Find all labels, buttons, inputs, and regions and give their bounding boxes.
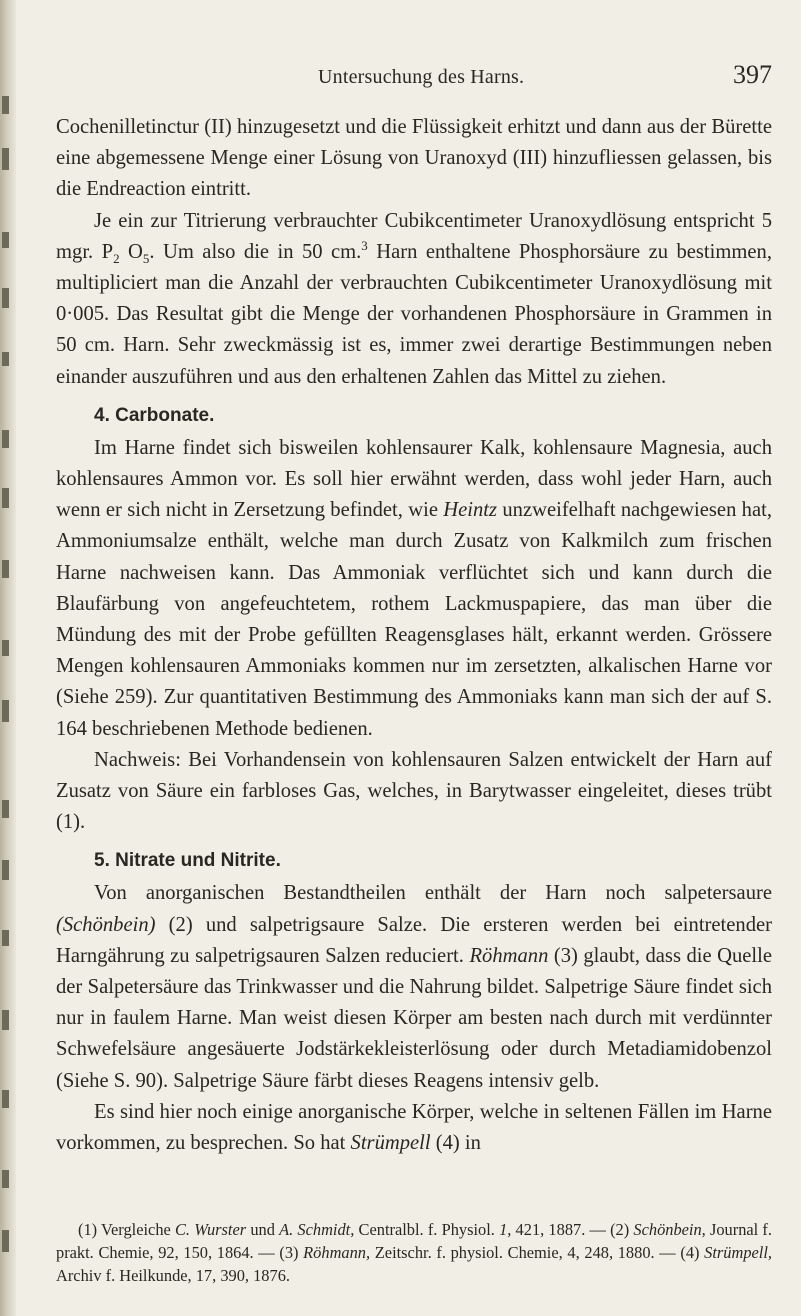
edge-mark xyxy=(2,352,9,366)
body-text xyxy=(56,112,772,1159)
page-edge-shadow xyxy=(0,0,16,1316)
edge-mark xyxy=(2,1090,9,1108)
author-name: Röhmann xyxy=(469,944,549,967)
footnotes xyxy=(56,1218,772,1287)
paragraph: Im Harne findet sich bisweilen kohlensaurer Kalk, kohlensaure Magnesia, auch kohlensaures Ammon vor. Es soll hier erwähnt werden, dass wohl jeder Harn, auch wenn er sich nicht in Zersetzung befindet, wie Heintz unzweifelhaft nachgewiesen hat, Ammoniumsalze enthält, welche man durch Zusatz von Kalkmilch zum frischen Harne nachweisen kann. Das Ammoniak verflüchtet sich und kann durch die Blaufärbung von angefeuchtetem, rothem Lackmuspapiere, das man über die Mündung des mit der Probe gefüllten Reagensglases hält, erkannt werden. Grössere Mengen kohlensauren Ammoniaks kommen nur im zersetzten, alkalischen Harne vor (Siehe 259). Zur quantitativen Bestimmung des Ammoniaks kann man sich der auf S. 164 beschriebenen Methode bedienen. xyxy=(56,436,772,740)
edge-mark xyxy=(2,640,9,656)
edge-mark xyxy=(2,148,9,170)
author-name: Strümpell xyxy=(350,1132,431,1155)
edge-mark xyxy=(2,232,9,248)
section-heading: 4. Carbonate. xyxy=(94,404,215,426)
paragraph: Nachweis: Bei Vorhandensein von kohlensauren Salzen entwickelt der Harn auf Zusatz von Säure ein farbloses Gas, welches, in Barytwasser eingeleitet, dieses trübt (1). xyxy=(56,748,772,834)
edge-mark xyxy=(2,930,9,946)
paragraph: Von anorganischen Bestandtheilen enthält der Harn noch salpetersaure (Schönbein) (2) und salpetrigsaure Salze. Die ersteren werden bei eintretender Harngährung zu salpetrigsauren Salzen reduciert. Röhmann (3) glaubt, dass die Quelle der Salpetersäure das Trinkwasser und die Nahrung bildet. Salpetrige Säure findet sich nur in faulem Harne. Man weist diesen Körper am besten nach durch mit verdünnter Schwefelsäure angesäuerte Jodstärkekleisterlösung oder durch Metadiamidobenzol (Siehe S. 90). Salpetrige Säure färbt dieses Reagens intensiv gelb. xyxy=(56,882,772,1092)
footnote-text: (1) Vergleiche C. Wurster und A. Schmidt, Centralbl. f. Physiol. 1, 421, 1887. — (2) Schönbein, Journal f. prakt. Chemie, 92, 150, 1864. — (3) Röhmann, Zeitschr. f. physiol. Chemie, 4, 248, 1880. — (4) Strümpell, Archiv f. Heilkunde, 17, 390, 1876. xyxy=(56,1220,772,1285)
edge-mark xyxy=(2,800,9,818)
paragraph: Je ein zur Titrierung verbrauchter Cubikcentimeter Uranoxydlösung entspricht 5 mgr. $P_2$ $O_5$. Um also die in 50 cm.$^3$ Harn enthaltene Phosphorsäure zu bestimmen, multipliciert man die Anzahl der verbrauchten Cubikcentimeter Uranoxydlösung mit 0·005. Das Resultat gibt die Menge der vorhandenen Phosphorsäure in Grammen in 50 cm. Harn. Sehr zweckmässig ist es, immer zwei derartige Bestimmungen neben einander auszuführen und aus den erhaltenen Zahlen das Mittel zu ziehen. xyxy=(56,209,772,388)
edge-mark xyxy=(2,700,9,722)
edge-mark xyxy=(2,860,9,880)
paragraph: Cochenilletinctur (II) hinzugesetzt und die Flüssigkeit erhitzt und dann aus der Bürette eine abgemessene Menge einer Lösung von Uranoxyd (III) hinzufliessen gelassen, bis die Endreaction eintritt. xyxy=(56,116,772,201)
edge-mark xyxy=(2,1170,9,1188)
edge-mark xyxy=(2,96,9,114)
edge-mark xyxy=(2,560,9,578)
edge-mark xyxy=(2,430,9,448)
section-heading: 5. Nitrate und Nitrite. xyxy=(94,850,281,872)
paragraph: Es sind hier noch einige anorganische Körper, welche in seltenen Fällen im Harne vorkommen, zu besprechen. So hat Strümpell (4) in xyxy=(56,1100,772,1155)
page-header xyxy=(56,62,772,94)
edge-mark xyxy=(2,1010,9,1030)
author-name: (Schönbein) xyxy=(56,913,156,936)
edge-mark xyxy=(2,1230,9,1252)
edge-mark xyxy=(2,288,9,308)
author-name: Heintz xyxy=(443,499,498,522)
page-number: 397 xyxy=(733,60,772,89)
running-head: Untersuchung des Harns. xyxy=(318,66,525,88)
edge-mark xyxy=(2,488,9,508)
